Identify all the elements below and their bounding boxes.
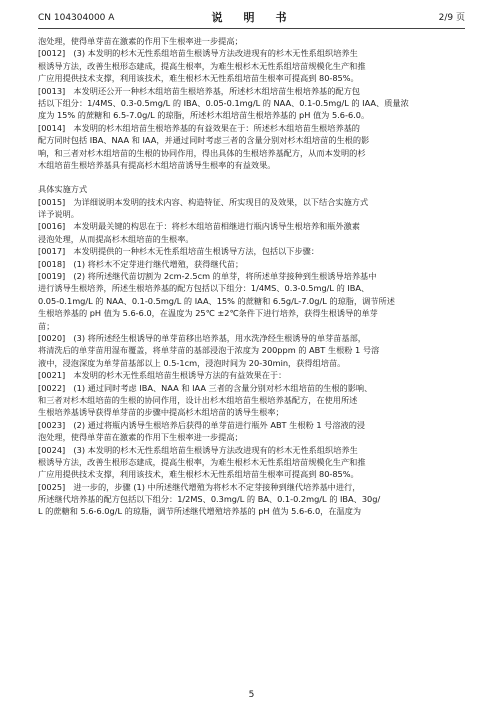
header-rule [38, 28, 465, 29]
text-line: [0013] 本发明还公开一种杉木组培苗生根培养基，所述杉木组培苗生根培养基的配方包 [38, 85, 360, 96]
text-line: [0021] 本发明的杉木无性系组培苗生根诱导方法的有益效果在于： [38, 370, 287, 381]
text-line: [0025] 进一步的，步骤 (1) 中所述继代增殖为将杉木不定芽接种到继代培养基中进行， [38, 481, 361, 492]
text-line: 液中，浸泡深度为单芽苗基部以上 0.5-1cm，浸泡时间为 20-30min，获得组培苗。 [38, 357, 346, 368]
text-line: [0015] 为详细说明本发明的技术内容、构造特征、所实现目的及效果，以下结合实施方式 [38, 196, 369, 207]
text-line: 配方同时包括 IBA、NAA 和 IAA，并通过同时考虑三者的含量分别对杉木组培苗的生根的影 [38, 135, 370, 146]
text-line: 将清洗后的单芽苗用湿布覆盖，将单芽苗的基部浸泡于浓度为 200ppm 的 ABT 生根粉 1 号溶 [38, 345, 380, 356]
document-title: 说 明 书 [211, 11, 292, 24]
text-line: 根诱导方法，改善生根形态建成，提高生根率，为难生根杉木无性系组培苗规模化生产和推 [38, 456, 366, 467]
text-line: 0.05-0.1mg/L 的 NAA、0.1-0.5mg/L 的 IAA、15% 的蔗糖和 6.5g/L-7.0g/L 的琼脂，调节所述 [38, 295, 395, 306]
text-line: 生根培养基的 pH 值为 5.6-6.0，在温度为 25℃ ±2℃条件下进行培养，获得生根诱导的单芽 [38, 308, 378, 319]
text-line: [0023] (2) 通过将瓶内诱导生根培养后获得的单芽苗进行瓶外 ABT 生根粉 1 号溶液的浸 [38, 419, 366, 430]
text-line: [0024] (3) 本发明的杉木无性系组培苗生根诱导方法改进现有的杉木无性系组织培养生 [38, 444, 358, 455]
text-line: 木组培苗生根培养基具有提高杉木组培苗诱导生根率的有益效果。 [38, 159, 276, 170]
page-number: 5 [248, 690, 255, 700]
text-line: 浸泡处理，从而提高杉木组培苗的生根率。 [38, 233, 194, 244]
text-line: 响，和三者对杉木组培苗的生根的协同作用，得出具体的生根培养基配方，从而本发明的杉 [38, 147, 366, 158]
paragraph-gap [38, 171, 465, 183]
text-line: L 的蔗糖和 5.6-6.0g/L 的琼脂，调节所述继代增殖培养基的 pH 值为 5.6-6.0，在温度为 [38, 506, 362, 517]
text-line: 和三者对杉木组培苗的生根的协同作用，设计出杉木组培苗生根培养基配方，在使用所述 [38, 394, 358, 405]
text-line: 进行诱导生根培养，所述生根培养基的配方包括以下组分：1/4MS、0.3-0.5mg/L 的 IBA、 [38, 283, 370, 294]
publication-number: CN 104304000 A [38, 13, 115, 23]
text-line: 度为 15% 的蔗糖和 6.5-7.0g/L 的琼脂，所述杉木组培苗生根培养基的 pH 值为 5.6-6.0。 [38, 110, 370, 121]
text-line: [0018] (1) 将杉木不定芽进行继代增殖，获得继代苗； [38, 258, 244, 269]
page-header [38, 10, 465, 26]
text-line: 苗； [38, 320, 55, 331]
text-line: 广应用提供技术支撑，利用该技术，难生根杉木无性系组培苗生根率可提高到 80-85%。 [38, 469, 359, 480]
text-line: [0020] (3) 将所述经生根诱导的单芽苗移出培养基，用水洗净经生根诱导的单芽苗基部， [38, 332, 366, 343]
text-line: 括以下组分：1/4MS、0.3-0.5mg/L 的 IBA、0.05-0.1mg/L 的 NAA、0.1-0.5mg/L 的 IAA、质量浓 [38, 97, 409, 108]
text-line: [0019] (2) 将所述继代苗切割为 2cm-2.5cm 的单芽，将所述单芽接种到生根诱导培养基中 [38, 271, 377, 282]
text-line: 广应用提供技术支撑，利用该技术，难生根杉木无性系组培苗生根率可提高到 80-85%。 [38, 73, 359, 84]
text-line: 所述继代培养基的配方包括以下组分：1/2MS、0.3mg/L 的 BA、0.1-0.2mg/L 的 IBA、30g/ [38, 494, 381, 505]
text-line: 详予说明。 [38, 209, 79, 220]
text-line: [0012] (3) 本发明的杉木无性系组培苗生根诱导方法改进现有的杉木无性系组织培养生 [38, 48, 358, 59]
text-line: 生根培养基诱导获得单芽苗的步骤中提高杉木组培苗的诱导生根率； [38, 407, 284, 418]
text-line: 根诱导方法，改善生根形态建成，提高生根率，为难生根杉木无性系组培苗规模化生产和推 [38, 60, 366, 71]
text-line: 泡处理，使得单芽苗在激素的作用下生根率进一步提高； [38, 36, 243, 46]
page-indicator: 2/9 页 [438, 13, 465, 23]
text-line: [0022] (1) 通过同时考虑 IBA、NAA 和 IAA 三者的含量分别对杉木组培苗的生根的影响、 [38, 382, 373, 393]
document-body [38, 35, 465, 518]
text-line: 具体实施方式 [38, 184, 88, 195]
text-line: 泡处理，使得单芽苗在激素的作用下生根率进一步提高； [38, 432, 243, 443]
text-line: [0017] 本发明提供的一种杉木无性系组培苗生根诱导方法，包括以下步骤： [38, 246, 320, 257]
text-line: [0016] 本发明最关键的构思在于：将杉木组培苗相继进行瓶内诱导生根培养和瓶外激素 [38, 221, 360, 232]
text-line: [0014] 本发明的杉木组培苗生根培养基的有益效果在于：所述杉木组培苗生根培养基的 [38, 122, 360, 133]
